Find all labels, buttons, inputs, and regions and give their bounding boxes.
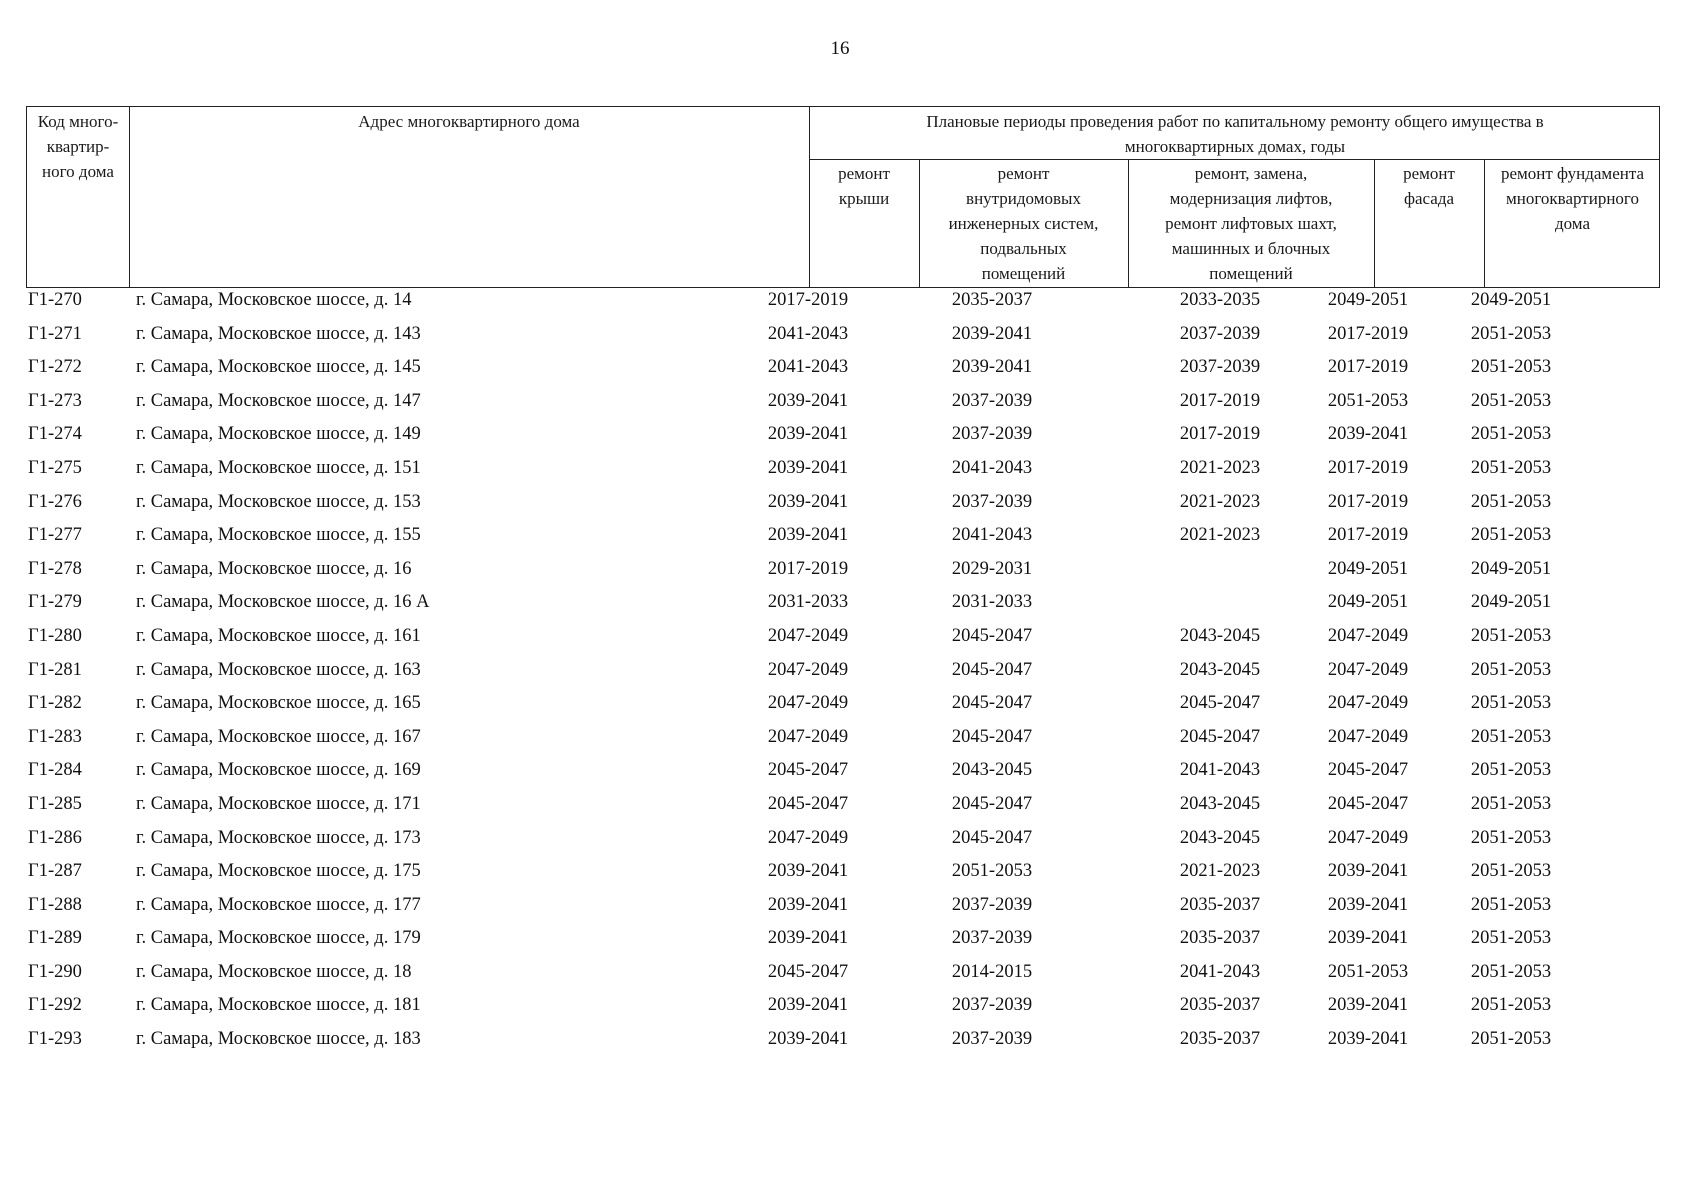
period-facade: 2047-2049 xyxy=(1327,659,1409,680)
house-code: Г1-279 xyxy=(28,592,82,613)
house-code: Г1-283 xyxy=(28,726,82,747)
period-systems: 2037-2039 xyxy=(951,995,1033,1016)
house-code: Г1-271 xyxy=(28,323,82,344)
house-address: г. Самара, Московское шоссе, д. 181 xyxy=(136,995,421,1016)
table-row xyxy=(26,557,1686,591)
period-foundation: 2051-2053 xyxy=(1470,1029,1552,1050)
house-address: г. Самара, Московское шоссе, д. 145 xyxy=(136,357,421,378)
period-elevators: 2021-2023 xyxy=(1179,861,1261,882)
period-systems: 2045-2047 xyxy=(951,726,1033,747)
period-elevators: 2041-2043 xyxy=(1179,961,1261,982)
house-address: г. Самара, Московское шоссе, д. 18 xyxy=(136,961,412,982)
house-code: Г1-273 xyxy=(28,390,82,411)
period-roof: 2039-2041 xyxy=(767,457,849,478)
table-row xyxy=(26,826,1686,860)
period-systems: 2045-2047 xyxy=(951,625,1033,646)
period-facade: 2047-2049 xyxy=(1327,693,1409,714)
period-roof: 2047-2049 xyxy=(767,625,849,646)
table-row xyxy=(26,322,1686,356)
house-code: Г1-293 xyxy=(28,1029,82,1050)
period-foundation: 2051-2053 xyxy=(1470,961,1552,982)
period-foundation: 2049-2051 xyxy=(1470,290,1552,310)
header-roof-line: ремонт xyxy=(838,164,890,183)
period-elevators: 2041-2043 xyxy=(1179,760,1261,781)
period-foundation: 2051-2053 xyxy=(1470,424,1552,445)
period-roof: 2039-2041 xyxy=(767,424,849,445)
period-roof: 2039-2041 xyxy=(767,995,849,1016)
period-roof: 2047-2049 xyxy=(767,659,849,680)
house-code: Г1-288 xyxy=(28,894,82,915)
period-foundation: 2051-2053 xyxy=(1470,928,1552,949)
header-periods xyxy=(809,109,1661,159)
period-foundation: 2051-2053 xyxy=(1470,625,1552,646)
period-facade: 2047-2049 xyxy=(1327,827,1409,848)
table-row xyxy=(26,893,1686,927)
period-foundation: 2051-2053 xyxy=(1470,323,1552,344)
house-code: Г1-270 xyxy=(28,290,82,310)
period-foundation: 2051-2053 xyxy=(1470,491,1552,512)
house-address: г. Самара, Московское шоссе, д. 175 xyxy=(136,861,421,882)
period-systems: 2037-2039 xyxy=(951,894,1033,915)
period-foundation: 2051-2053 xyxy=(1470,726,1552,747)
period-roof: 2045-2047 xyxy=(767,793,849,814)
period-systems: 2039-2041 xyxy=(951,323,1033,344)
period-facade: 2051-2053 xyxy=(1327,390,1409,411)
period-systems: 2037-2039 xyxy=(951,390,1033,411)
header-elevators-line: помещений xyxy=(1209,264,1293,283)
period-systems: 2014-2015 xyxy=(951,961,1033,982)
period-facade: 2039-2041 xyxy=(1327,424,1409,445)
period-systems: 2045-2047 xyxy=(951,793,1033,814)
period-facade: 2045-2047 xyxy=(1327,793,1409,814)
period-systems: 2043-2045 xyxy=(951,760,1033,781)
period-roof: 2039-2041 xyxy=(767,525,849,546)
table-row xyxy=(26,725,1686,759)
period-elevators: 2045-2047 xyxy=(1179,726,1261,747)
period-elevators: 2037-2039 xyxy=(1179,323,1261,344)
period-elevators: 2045-2047 xyxy=(1179,693,1261,714)
header-foundation xyxy=(1484,161,1661,236)
table-row xyxy=(26,691,1686,725)
period-facade: 2049-2051 xyxy=(1327,558,1409,579)
house-address: г. Самара, Московское шоссе, д. 14 xyxy=(136,290,412,310)
period-foundation: 2051-2053 xyxy=(1470,693,1552,714)
header-foundation-line: многоквартирного xyxy=(1506,189,1639,208)
house-address: г. Самара, Московское шоссе, д. 177 xyxy=(136,894,421,915)
period-facade: 2039-2041 xyxy=(1327,861,1409,882)
header-facade-line: фасада xyxy=(1403,189,1455,208)
house-address: г. Самара, Московское шоссе, д. 153 xyxy=(136,491,421,512)
header-systems-line: инженерных систем, xyxy=(948,214,1099,233)
house-code: Г1-276 xyxy=(28,491,82,512)
house-address: г. Самара, Московское шоссе, д. 163 xyxy=(136,659,421,680)
house-address: г. Самара, Московское шоссе, д. 173 xyxy=(136,827,421,848)
table-row xyxy=(26,490,1686,524)
period-systems: 2045-2047 xyxy=(951,693,1033,714)
period-roof: 2039-2041 xyxy=(767,1029,849,1050)
page-number: 16 xyxy=(830,38,850,59)
house-code: Г1-275 xyxy=(28,457,82,478)
period-elevators: 2021-2023 xyxy=(1179,525,1261,546)
header-systems-line: помещений xyxy=(981,264,1066,283)
period-facade: 2039-2041 xyxy=(1327,995,1409,1016)
table-row xyxy=(26,355,1686,389)
period-roof: 2039-2041 xyxy=(767,894,849,915)
house-code: Г1-272 xyxy=(28,357,82,378)
period-roof: 2039-2041 xyxy=(767,390,849,411)
table-row xyxy=(26,389,1686,423)
house-address: г. Самара, Московское шоссе, д. 143 xyxy=(136,323,421,344)
period-foundation: 2051-2053 xyxy=(1470,357,1552,378)
period-systems: 2037-2039 xyxy=(951,491,1033,512)
house-address: г. Самара, Московское шоссе, д. 161 xyxy=(136,625,421,646)
table-body xyxy=(26,288,1686,1061)
period-elevators: 2043-2045 xyxy=(1179,793,1261,814)
period-elevators: 2035-2037 xyxy=(1179,1029,1261,1050)
period-roof: 2039-2041 xyxy=(767,861,849,882)
period-facade: 2045-2047 xyxy=(1327,760,1409,781)
header-facade-line: ремонт xyxy=(1403,164,1455,183)
period-facade: 2047-2049 xyxy=(1327,726,1409,747)
table-row xyxy=(26,859,1686,893)
table-row xyxy=(26,288,1686,322)
house-code: Г1-284 xyxy=(28,760,82,781)
header-code-line: квартир- xyxy=(46,137,110,156)
period-roof: 2041-2043 xyxy=(767,323,849,344)
period-facade: 2039-2041 xyxy=(1327,894,1409,915)
period-foundation: 2051-2053 xyxy=(1470,659,1552,680)
house-code: Г1-281 xyxy=(28,659,82,680)
period-facade: 2017-2019 xyxy=(1327,525,1409,546)
house-code: Г1-286 xyxy=(28,827,82,848)
period-systems: 2037-2039 xyxy=(951,1029,1033,1050)
period-systems: 2041-2043 xyxy=(951,457,1033,478)
header-elevators-line: ремонт лифтовых шахт, xyxy=(1165,214,1337,233)
period-facade: 2017-2019 xyxy=(1327,323,1409,344)
period-systems: 2051-2053 xyxy=(951,861,1033,882)
header-roof xyxy=(809,161,919,211)
period-foundation: 2051-2053 xyxy=(1470,861,1552,882)
period-elevators: 2037-2039 xyxy=(1179,357,1261,378)
header-periods-line: Плановые периоды проведения работ по капитальному ремонту общего имущества в xyxy=(926,112,1544,131)
period-foundation: 2051-2053 xyxy=(1470,827,1552,848)
header-foundation-line: ремонт фундамента xyxy=(1500,164,1645,183)
table-row xyxy=(26,1027,1686,1061)
house-code: Г1-289 xyxy=(28,928,82,949)
header-periods-line: многоквартирных домах, годы xyxy=(1124,137,1346,156)
house-address: г. Самара, Московское шоссе, д. 167 xyxy=(136,726,421,747)
header-roof-line: крыши xyxy=(838,189,890,208)
house-address: г. Самара, Московское шоссе, д. 16 xyxy=(136,558,412,579)
period-foundation: 2049-2051 xyxy=(1470,558,1552,579)
period-foundation: 2051-2053 xyxy=(1470,525,1552,546)
period-systems: 2045-2047 xyxy=(951,659,1033,680)
header-code-line: Код много- xyxy=(37,112,119,131)
period-systems: 2045-2047 xyxy=(951,827,1033,848)
header-systems-line: подвальных xyxy=(980,239,1067,258)
header-foundation-line: дома xyxy=(1554,214,1590,233)
house-address: г. Самара, Московское шоссе, д. 179 xyxy=(136,928,421,949)
period-foundation: 2051-2053 xyxy=(1470,894,1552,915)
period-facade: 2017-2019 xyxy=(1327,457,1409,478)
period-facade: 2051-2053 xyxy=(1327,961,1409,982)
period-systems: 2035-2037 xyxy=(951,290,1033,310)
period-facade: 2047-2049 xyxy=(1327,625,1409,646)
table-row xyxy=(26,926,1686,960)
period-roof: 2045-2047 xyxy=(767,961,849,982)
period-elevators: 2035-2037 xyxy=(1179,928,1261,949)
header-elevators xyxy=(1128,161,1374,286)
table-row xyxy=(26,590,1686,624)
period-elevators: 2043-2045 xyxy=(1179,659,1261,680)
header-divider xyxy=(810,159,1659,160)
house-address: г. Самара, Московское шоссе, д. 149 xyxy=(136,424,421,445)
table-row xyxy=(26,624,1686,658)
period-facade: 2017-2019 xyxy=(1327,491,1409,512)
period-systems: 2041-2043 xyxy=(951,525,1033,546)
period-foundation: 2051-2053 xyxy=(1470,995,1552,1016)
table-row xyxy=(26,792,1686,826)
period-elevators: 2035-2037 xyxy=(1179,894,1261,915)
table-row xyxy=(26,758,1686,792)
period-elevators: 2017-2019 xyxy=(1179,424,1261,445)
period-facade: 2017-2019 xyxy=(1327,357,1409,378)
house-code: Г1-280 xyxy=(28,625,82,646)
house-code: Г1-274 xyxy=(28,424,82,445)
period-elevators: 2043-2045 xyxy=(1179,827,1261,848)
period-roof: 2047-2049 xyxy=(767,726,849,747)
header-elevators-line: модернизация лифтов, xyxy=(1169,189,1333,208)
table-row xyxy=(26,523,1686,557)
table-row xyxy=(26,960,1686,994)
period-systems: 2037-2039 xyxy=(951,928,1033,949)
period-elevators: 2043-2045 xyxy=(1179,625,1261,646)
house-address: г. Самара, Московское шоссе, д. 16 А xyxy=(136,592,430,613)
period-foundation: 2051-2053 xyxy=(1470,760,1552,781)
period-roof: 2017-2019 xyxy=(767,290,849,310)
header-code-line: ного дома xyxy=(42,162,114,181)
period-elevators: 2033-2035 xyxy=(1179,290,1261,310)
table-row xyxy=(26,993,1686,1027)
table-row xyxy=(26,658,1686,692)
period-foundation: 2051-2053 xyxy=(1470,390,1552,411)
header-elevators-line: ремонт, замена, xyxy=(1194,164,1308,183)
house-address: г. Самара, Московское шоссе, д. 151 xyxy=(136,457,421,478)
period-roof: 2031-2033 xyxy=(767,592,849,613)
period-elevators: 2017-2019 xyxy=(1179,390,1261,411)
header-systems-line: ремонт xyxy=(997,164,1050,183)
period-systems: 2031-2033 xyxy=(951,592,1033,613)
header-address: Адрес многоквартирного дома xyxy=(358,112,580,131)
house-code: Г1-287 xyxy=(28,861,82,882)
period-elevators: 2035-2037 xyxy=(1179,995,1261,1016)
period-elevators: 2021-2023 xyxy=(1179,457,1261,478)
table-row xyxy=(26,456,1686,490)
header-systems-line: внутридомовых xyxy=(966,189,1081,208)
period-roof: 2045-2047 xyxy=(767,760,849,781)
house-code: Г1-277 xyxy=(28,525,82,546)
header-divider xyxy=(129,107,130,287)
period-facade: 2039-2041 xyxy=(1327,928,1409,949)
house-address: г. Самара, Московское шоссе, д. 165 xyxy=(136,693,421,714)
period-roof: 2017-2019 xyxy=(767,558,849,579)
header-elevators-line: машинных и блочных xyxy=(1171,239,1331,258)
header-facade xyxy=(1374,161,1484,211)
period-elevators: 2021-2023 xyxy=(1179,491,1261,512)
period-facade: 2049-2051 xyxy=(1327,290,1409,310)
period-facade: 2049-2051 xyxy=(1327,592,1409,613)
period-roof: 2041-2043 xyxy=(767,357,849,378)
period-systems: 2029-2031 xyxy=(951,558,1033,579)
house-address: г. Самара, Московское шоссе, д. 169 xyxy=(136,760,421,781)
header-code xyxy=(27,109,129,184)
table-header xyxy=(26,106,1660,288)
period-foundation: 2051-2053 xyxy=(1470,793,1552,814)
house-address: г. Самара, Московское шоссе, д. 183 xyxy=(136,1029,421,1050)
period-roof: 2047-2049 xyxy=(767,693,849,714)
house-address: г. Самара, Московское шоссе, д. 147 xyxy=(136,390,421,411)
period-roof: 2039-2041 xyxy=(767,928,849,949)
house-code: Г1-278 xyxy=(28,558,82,579)
house-address: г. Самара, Московское шоссе, д. 155 xyxy=(136,525,421,546)
house-code: Г1-282 xyxy=(28,693,82,714)
house-code: Г1-285 xyxy=(28,793,82,814)
period-foundation: 2051-2053 xyxy=(1470,457,1552,478)
period-facade: 2039-2041 xyxy=(1327,1029,1409,1050)
period-roof: 2039-2041 xyxy=(767,491,849,512)
period-systems: 2037-2039 xyxy=(951,424,1033,445)
table-row xyxy=(26,422,1686,456)
house-code: Г1-290 xyxy=(28,961,82,982)
house-address: г. Самара, Московское шоссе, д. 171 xyxy=(136,793,421,814)
period-foundation: 2049-2051 xyxy=(1470,592,1552,613)
header-systems xyxy=(919,161,1128,286)
period-systems: 2039-2041 xyxy=(951,357,1033,378)
period-roof: 2047-2049 xyxy=(767,827,849,848)
house-code: Г1-292 xyxy=(28,995,82,1016)
